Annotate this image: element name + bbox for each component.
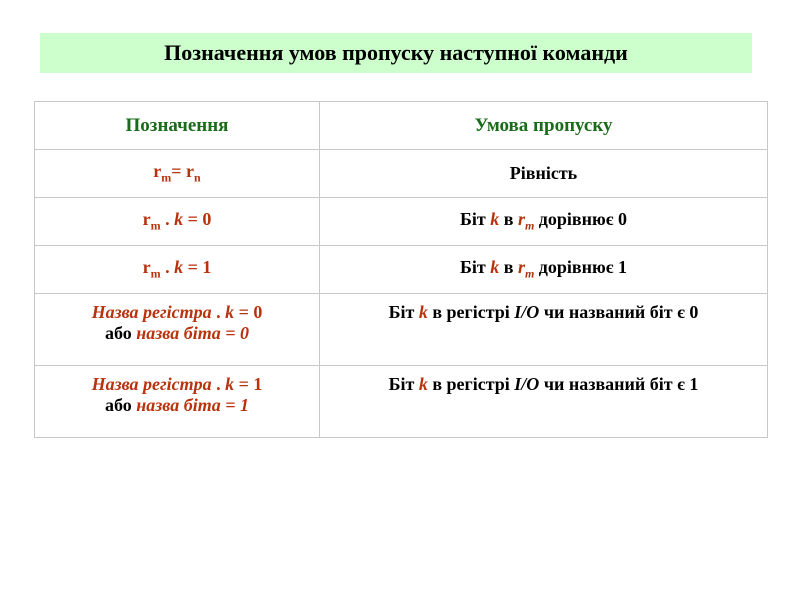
page-title-text: Позначення умов пропуску наступної команди bbox=[164, 40, 628, 65]
register-name: Назва регістра bbox=[91, 302, 212, 322]
notation-eq: = bbox=[171, 161, 187, 182]
register-name: Назва регістра bbox=[91, 374, 212, 394]
notation-cell bbox=[35, 294, 320, 366]
notation-cell bbox=[35, 246, 320, 294]
condition-text: в регістрі bbox=[427, 374, 515, 394]
notation-dot: . bbox=[160, 209, 175, 230]
notation-r: r bbox=[142, 257, 151, 278]
header-condition: Умова пропуску bbox=[320, 102, 768, 150]
condition-k: k bbox=[418, 374, 428, 394]
notation-dot: . bbox=[160, 257, 175, 278]
conditions-table bbox=[34, 101, 768, 438]
notation-cell bbox=[35, 198, 320, 246]
notation-r: r bbox=[153, 161, 162, 182]
condition-k: k bbox=[418, 302, 428, 322]
notation-value: = 1 bbox=[234, 374, 263, 394]
condition-cell bbox=[320, 366, 768, 438]
notation-or: або bbox=[105, 395, 137, 415]
condition-cell bbox=[320, 246, 768, 294]
notation-sub: n bbox=[194, 170, 201, 185]
notation-sub: m bbox=[150, 266, 161, 281]
condition-text: чи названий біт є 1 bbox=[539, 374, 699, 394]
table-header-row bbox=[35, 102, 768, 150]
table-row bbox=[35, 366, 768, 438]
notation-line-2 bbox=[39, 395, 315, 416]
page-title bbox=[40, 33, 752, 73]
condition-text: Рівність bbox=[509, 163, 578, 183]
notation-line-2 bbox=[39, 323, 315, 344]
condition-io: I/O bbox=[514, 302, 540, 322]
condition-text: чи названий біт є 0 bbox=[539, 302, 699, 322]
notation-value: = 1 bbox=[183, 257, 212, 278]
bit-name: назва біта = 0 bbox=[136, 323, 249, 343]
condition-cell bbox=[320, 198, 768, 246]
condition-text: Біт bbox=[388, 374, 419, 394]
condition-text: Біт bbox=[388, 302, 419, 322]
condition-text: Біт bbox=[459, 209, 491, 230]
condition-text: дорівнює 0 bbox=[534, 209, 628, 230]
table-row bbox=[35, 294, 768, 366]
notation-line-1 bbox=[39, 374, 315, 395]
notation-cell bbox=[35, 366, 320, 438]
header-notation: Позначення bbox=[35, 102, 320, 150]
condition-r: r bbox=[517, 257, 525, 278]
notation-r: r bbox=[142, 209, 151, 230]
notation-sub: m bbox=[150, 218, 161, 233]
table-row bbox=[35, 246, 768, 294]
condition-k: k bbox=[490, 257, 500, 278]
condition-text: в bbox=[499, 257, 518, 278]
condition-text: в bbox=[499, 209, 518, 230]
notation-sub: m bbox=[161, 170, 172, 185]
condition-k: k bbox=[490, 209, 500, 230]
notation-line-1 bbox=[39, 302, 315, 323]
condition-io: I/O bbox=[514, 374, 540, 394]
condition-text: Біт bbox=[459, 257, 491, 278]
notation-k: k bbox=[225, 302, 235, 322]
notation-k: k bbox=[174, 257, 184, 278]
notation-or: або bbox=[105, 323, 137, 343]
condition-cell bbox=[320, 150, 768, 198]
bit-name: назва біта = 1 bbox=[136, 395, 249, 415]
condition-sub: m bbox=[524, 266, 535, 281]
notation-value: = 0 bbox=[234, 302, 263, 322]
condition-cell bbox=[320, 294, 768, 366]
table-row bbox=[35, 150, 768, 198]
notation-dot: . bbox=[211, 302, 226, 322]
condition-text: дорівнює 1 bbox=[534, 257, 628, 278]
notation-cell bbox=[35, 150, 320, 198]
notation-value: = 0 bbox=[183, 209, 212, 230]
notation-k: k bbox=[174, 209, 184, 230]
notation-dot: . bbox=[211, 374, 226, 394]
notation-r: r bbox=[186, 161, 195, 182]
condition-r: r bbox=[517, 209, 525, 230]
table-row bbox=[35, 198, 768, 246]
condition-text: в регістрі bbox=[427, 302, 515, 322]
notation-k: k bbox=[225, 374, 235, 394]
condition-sub: m bbox=[524, 218, 535, 233]
